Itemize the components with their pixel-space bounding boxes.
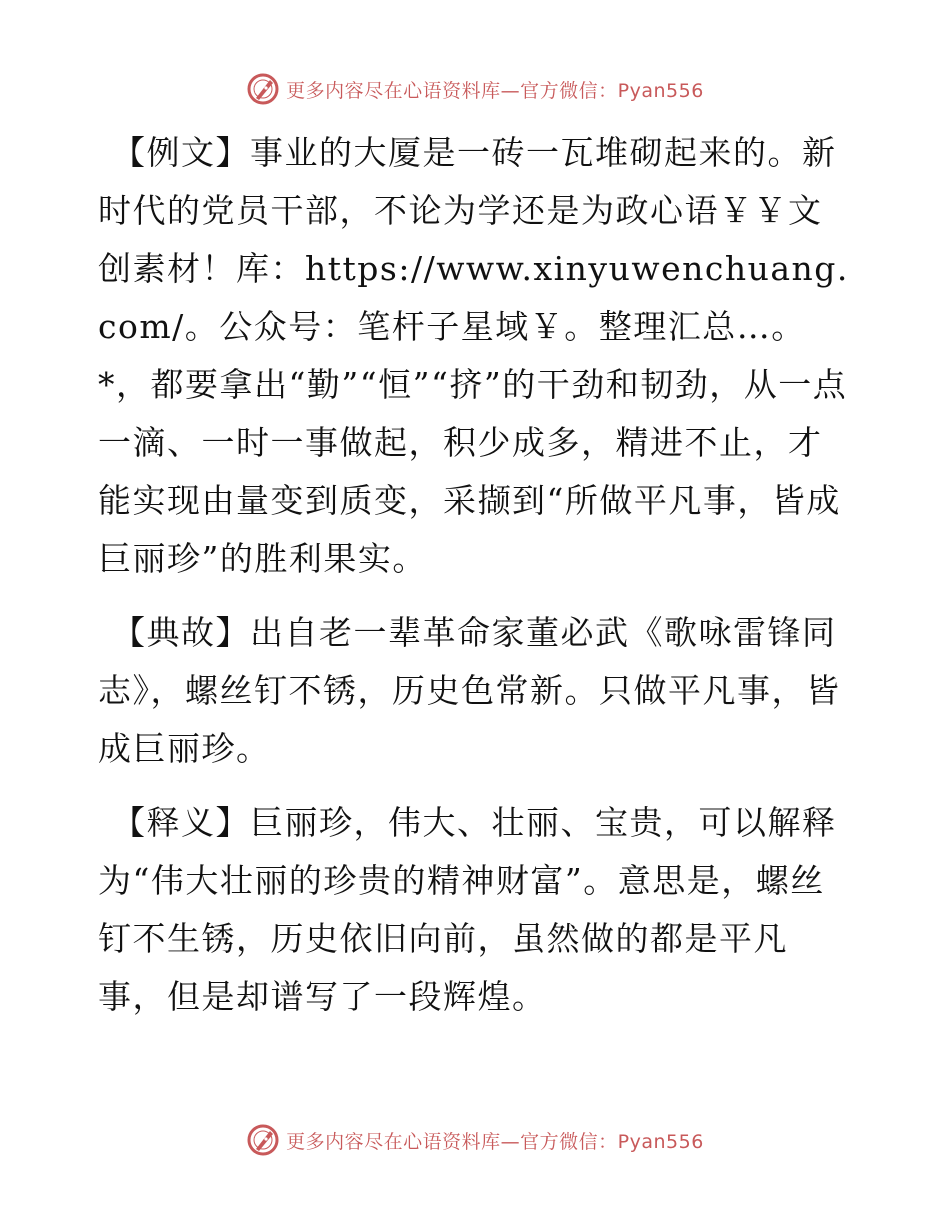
header-banner-text: 更多内容尽在心语资料库—官方微信：Pyan556 — [286, 79, 704, 102]
paragraph-example: 【例文】事业的大厦是一砖一瓦堆砌起来的。新时代的党员干部，不论为学还是为政心语￥￥文创素材！库：https://www.xinyuwenchuang.com/。公众号：笔杆子星域￥。整理汇总…。*，都要拿出“勤”“恒”“挤”的干劲和韧劲，从一点一滴、一时一事做起，积少成多，精进不止，才能实现由量变到质变，采撷到“所做平凡事，皆成巨丽珍”的胜利果实。 — [98, 133, 849, 578]
header-banner — [0, 72, 950, 106]
pen-nib-logo-icon — [246, 1123, 280, 1157]
footer-banner — [0, 1123, 950, 1157]
pen-nib-logo-icon — [246, 72, 280, 106]
document-body — [98, 124, 850, 1042]
paragraph-interpretation: 【释义】巨丽珍，伟大、壮丽、宝贵，可以解释为“伟大壮丽的珍贵的精神财富”。意思是，螺丝钉不生锈，历史依旧向前，虽然做的都是平凡事，但是却谱写了一段辉煌。 — [98, 803, 837, 1016]
footer-banner-text: 更多内容尽在心语资料库—官方微信：Pyan556 — [286, 1130, 704, 1153]
paragraph-allusion: 【典故】出自老一辈革命家董必武《歌咏雷锋同志》，螺丝钉不锈，历史色常新。只做平凡事，皆成巨丽珍。 — [98, 613, 841, 768]
